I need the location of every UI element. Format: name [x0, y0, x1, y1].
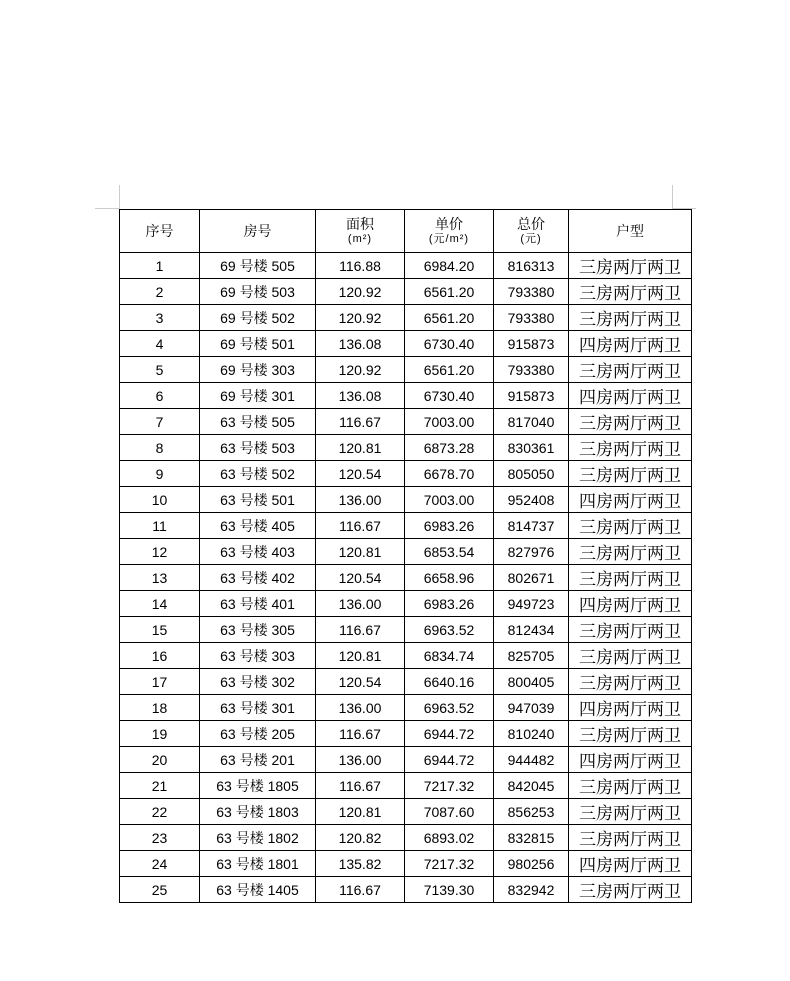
- cell-room: 69 号楼 501: [200, 331, 316, 357]
- table-row: [120, 305, 692, 331]
- cell-room: 63 号楼 402: [200, 565, 316, 591]
- cell-price: 6561.20: [405, 279, 494, 305]
- cell-seq: 13: [120, 565, 200, 591]
- cell-area: 120.81: [316, 643, 405, 669]
- margin-mark-top-left-horizontal: [95, 208, 119, 209]
- table-row: [120, 539, 692, 565]
- cell-layout: 四房两厅两卫: [569, 591, 692, 617]
- cell-seq: 20: [120, 747, 200, 773]
- col-header-layout: [569, 210, 692, 253]
- cell-price: 6873.28: [405, 435, 494, 461]
- cell-area: 116.67: [316, 773, 405, 799]
- table-row: [120, 461, 692, 487]
- cell-price: 6944.72: [405, 747, 494, 773]
- cell-total: 793380: [494, 357, 569, 383]
- cell-layout: 三房两厅两卫: [569, 461, 692, 487]
- cell-total: 827976: [494, 539, 569, 565]
- col-header-area: [316, 210, 405, 253]
- cell-area: 120.92: [316, 305, 405, 331]
- cell-room: 69 号楼 301: [200, 383, 316, 409]
- cell-area: 136.00: [316, 747, 405, 773]
- col-header-room-label: 房号: [243, 222, 272, 239]
- cell-price: 6658.96: [405, 565, 494, 591]
- cell-room: 63 号楼 301: [200, 695, 316, 721]
- cell-total: 952408: [494, 487, 569, 513]
- cell-seq: 21: [120, 773, 200, 799]
- cell-layout: 三房两厅两卫: [569, 539, 692, 565]
- cell-layout: 三房两厅两卫: [569, 825, 692, 851]
- cell-seq: 25: [120, 877, 200, 903]
- cell-area: 116.67: [316, 877, 405, 903]
- cell-layout: 三房两厅两卫: [569, 773, 692, 799]
- margin-mark-top-left-vertical: [119, 185, 120, 209]
- cell-seq: 7: [120, 409, 200, 435]
- col-header-seq-label: 序号: [145, 222, 174, 239]
- cell-area: 116.67: [316, 617, 405, 643]
- cell-room: 63 号楼 505: [200, 409, 316, 435]
- cell-price: 6561.20: [405, 305, 494, 331]
- cell-room: 63 号楼 1803: [200, 799, 316, 825]
- col-header-room: [200, 210, 316, 253]
- cell-layout: 四房两厅两卫: [569, 851, 692, 877]
- table-row: [120, 877, 692, 903]
- cell-price: 6678.70: [405, 461, 494, 487]
- cell-area: 120.54: [316, 669, 405, 695]
- cell-seq: 8: [120, 435, 200, 461]
- cell-layout: 三房两厅两卫: [569, 669, 692, 695]
- table-row: [120, 643, 692, 669]
- cell-area: 120.54: [316, 565, 405, 591]
- cell-room: 63 号楼 305: [200, 617, 316, 643]
- cell-area: 120.81: [316, 799, 405, 825]
- header-row: [120, 210, 692, 253]
- cell-price: 6944.72: [405, 721, 494, 747]
- housing-price-table: [119, 209, 692, 903]
- cell-layout: 三房两厅两卫: [569, 305, 692, 331]
- table-body: [120, 253, 692, 903]
- cell-total: 842045: [494, 773, 569, 799]
- cell-room: 63 号楼 403: [200, 539, 316, 565]
- cell-room: 63 号楼 401: [200, 591, 316, 617]
- cell-room: 63 号楼 201: [200, 747, 316, 773]
- cell-price: 7217.32: [405, 773, 494, 799]
- cell-price: 6983.26: [405, 513, 494, 539]
- table-row: [120, 747, 692, 773]
- cell-seq: 24: [120, 851, 200, 877]
- cell-seq: 16: [120, 643, 200, 669]
- table-row: [120, 513, 692, 539]
- cell-price: 6983.26: [405, 591, 494, 617]
- cell-room: 63 号楼 302: [200, 669, 316, 695]
- cell-area: 135.82: [316, 851, 405, 877]
- table-row: [120, 695, 692, 721]
- cell-seq: 2: [120, 279, 200, 305]
- cell-layout: 三房两厅两卫: [569, 565, 692, 591]
- cell-total: 830361: [494, 435, 569, 461]
- cell-room: 63 号楼 1801: [200, 851, 316, 877]
- cell-layout: 三房两厅两卫: [569, 279, 692, 305]
- table-row: [120, 409, 692, 435]
- cell-room: 69 号楼 502: [200, 305, 316, 331]
- cell-seq: 14: [120, 591, 200, 617]
- cell-area: 136.08: [316, 331, 405, 357]
- cell-room: 63 号楼 303: [200, 643, 316, 669]
- cell-layout: 四房两厅两卫: [569, 383, 692, 409]
- table-row: [120, 773, 692, 799]
- table-row: [120, 565, 692, 591]
- cell-price: 6730.40: [405, 331, 494, 357]
- cell-seq: 10: [120, 487, 200, 513]
- cell-price: 7139.30: [405, 877, 494, 903]
- table-row: [120, 617, 692, 643]
- cell-seq: 3: [120, 305, 200, 331]
- cell-seq: 18: [120, 695, 200, 721]
- cell-total: 915873: [494, 331, 569, 357]
- cell-layout: 三房两厅两卫: [569, 877, 692, 903]
- cell-total: 817040: [494, 409, 569, 435]
- table-row: [120, 279, 692, 305]
- col-header-unit-price-unit: (元/m²): [428, 233, 470, 245]
- col-header-area-label: 面积: [346, 216, 374, 232]
- cell-price: 7003.00: [405, 409, 494, 435]
- table-row: [120, 591, 692, 617]
- cell-area: 136.00: [316, 487, 405, 513]
- cell-layout: 三房两厅两卫: [569, 799, 692, 825]
- table-row: [120, 435, 692, 461]
- cell-room: 63 号楼 503: [200, 435, 316, 461]
- cell-price: 6963.52: [405, 695, 494, 721]
- table-row: [120, 851, 692, 877]
- cell-layout: 三房两厅两卫: [569, 435, 692, 461]
- cell-room: 63 号楼 1405: [200, 877, 316, 903]
- table-row: [120, 799, 692, 825]
- table-row: [120, 253, 692, 279]
- cell-room: 63 号楼 1805: [200, 773, 316, 799]
- col-header-total-price: [494, 210, 569, 253]
- cell-price: 6984.20: [405, 253, 494, 279]
- cell-room: 63 号楼 405: [200, 513, 316, 539]
- col-header-total-price-label: 总价: [517, 216, 545, 232]
- cell-room: 63 号楼 205: [200, 721, 316, 747]
- table-row: [120, 669, 692, 695]
- table-row: [120, 357, 692, 383]
- table-row: [120, 487, 692, 513]
- cell-price: 6561.20: [405, 357, 494, 383]
- cell-seq: 15: [120, 617, 200, 643]
- col-header-seq: [120, 210, 200, 253]
- cell-area: 136.00: [316, 591, 405, 617]
- col-header-layout-label: 户型: [616, 222, 644, 239]
- col-header-unit-price-label: 单价: [435, 216, 463, 232]
- col-header-total-price-unit: (元): [520, 233, 542, 245]
- cell-total: 814737: [494, 513, 569, 539]
- cell-total: 816313: [494, 253, 569, 279]
- cell-area: 136.08: [316, 383, 405, 409]
- cell-room: 63 号楼 1802: [200, 825, 316, 851]
- cell-total: 825705: [494, 643, 569, 669]
- cell-layout: 四房两厅两卫: [569, 487, 692, 513]
- cell-seq: 12: [120, 539, 200, 565]
- cell-total: 947039: [494, 695, 569, 721]
- col-header-area-unit: (m²): [347, 233, 373, 245]
- cell-total: 944482: [494, 747, 569, 773]
- cell-area: 116.67: [316, 409, 405, 435]
- cell-total: 812434: [494, 617, 569, 643]
- cell-layout: 四房两厅两卫: [569, 331, 692, 357]
- cell-price: 6730.40: [405, 383, 494, 409]
- cell-price: 6963.52: [405, 617, 494, 643]
- cell-area: 116.88: [316, 253, 405, 279]
- cell-price: 6853.54: [405, 539, 494, 565]
- cell-seq: 4: [120, 331, 200, 357]
- cell-area: 116.67: [316, 721, 405, 747]
- cell-layout: 三房两厅两卫: [569, 513, 692, 539]
- table-row: [120, 331, 692, 357]
- cell-seq: 23: [120, 825, 200, 851]
- cell-total: 800405: [494, 669, 569, 695]
- cell-area: 120.92: [316, 279, 405, 305]
- cell-area: 136.00: [316, 695, 405, 721]
- cell-layout: 三房两厅两卫: [569, 409, 692, 435]
- cell-layout: 三房两厅两卫: [569, 617, 692, 643]
- cell-layout: 三房两厅两卫: [569, 253, 692, 279]
- cell-total: 832942: [494, 877, 569, 903]
- cell-price: 7087.60: [405, 799, 494, 825]
- col-header-unit-price: [405, 210, 494, 253]
- cell-total: 805050: [494, 461, 569, 487]
- cell-total: 793380: [494, 279, 569, 305]
- cell-area: 120.81: [316, 435, 405, 461]
- cell-price: 7217.32: [405, 851, 494, 877]
- cell-total: 810240: [494, 721, 569, 747]
- margin-mark-top-right-vertical: [672, 185, 673, 209]
- cell-area: 120.54: [316, 461, 405, 487]
- cell-layout: 三房两厅两卫: [569, 721, 692, 747]
- table-row: [120, 721, 692, 747]
- cell-total: 802671: [494, 565, 569, 591]
- cell-price: 6640.16: [405, 669, 494, 695]
- cell-total: 856253: [494, 799, 569, 825]
- cell-area: 116.67: [316, 513, 405, 539]
- cell-price: 6834.74: [405, 643, 494, 669]
- cell-seq: 17: [120, 669, 200, 695]
- cell-seq: 19: [120, 721, 200, 747]
- cell-layout: 四房两厅两卫: [569, 747, 692, 773]
- cell-total: 832815: [494, 825, 569, 851]
- cell-total: 980256: [494, 851, 569, 877]
- cell-layout: 三房两厅两卫: [569, 643, 692, 669]
- cell-price: 7003.00: [405, 487, 494, 513]
- cell-total: 949723: [494, 591, 569, 617]
- cell-seq: 22: [120, 799, 200, 825]
- cell-price: 6893.02: [405, 825, 494, 851]
- cell-total: 915873: [494, 383, 569, 409]
- cell-room: 69 号楼 303: [200, 357, 316, 383]
- cell-seq: 1: [120, 253, 200, 279]
- cell-room: 63 号楼 501: [200, 487, 316, 513]
- table-row: [120, 383, 692, 409]
- cell-area: 120.92: [316, 357, 405, 383]
- cell-total: 793380: [494, 305, 569, 331]
- cell-layout: 四房两厅两卫: [569, 695, 692, 721]
- cell-seq: 11: [120, 513, 200, 539]
- cell-seq: 6: [120, 383, 200, 409]
- cell-seq: 5: [120, 357, 200, 383]
- cell-area: 120.81: [316, 539, 405, 565]
- cell-seq: 9: [120, 461, 200, 487]
- cell-layout: 三房两厅两卫: [569, 357, 692, 383]
- cell-room: 69 号楼 503: [200, 279, 316, 305]
- cell-room: 63 号楼 502: [200, 461, 316, 487]
- table-row: [120, 825, 692, 851]
- cell-room: 69 号楼 505: [200, 253, 316, 279]
- cell-area: 120.82: [316, 825, 405, 851]
